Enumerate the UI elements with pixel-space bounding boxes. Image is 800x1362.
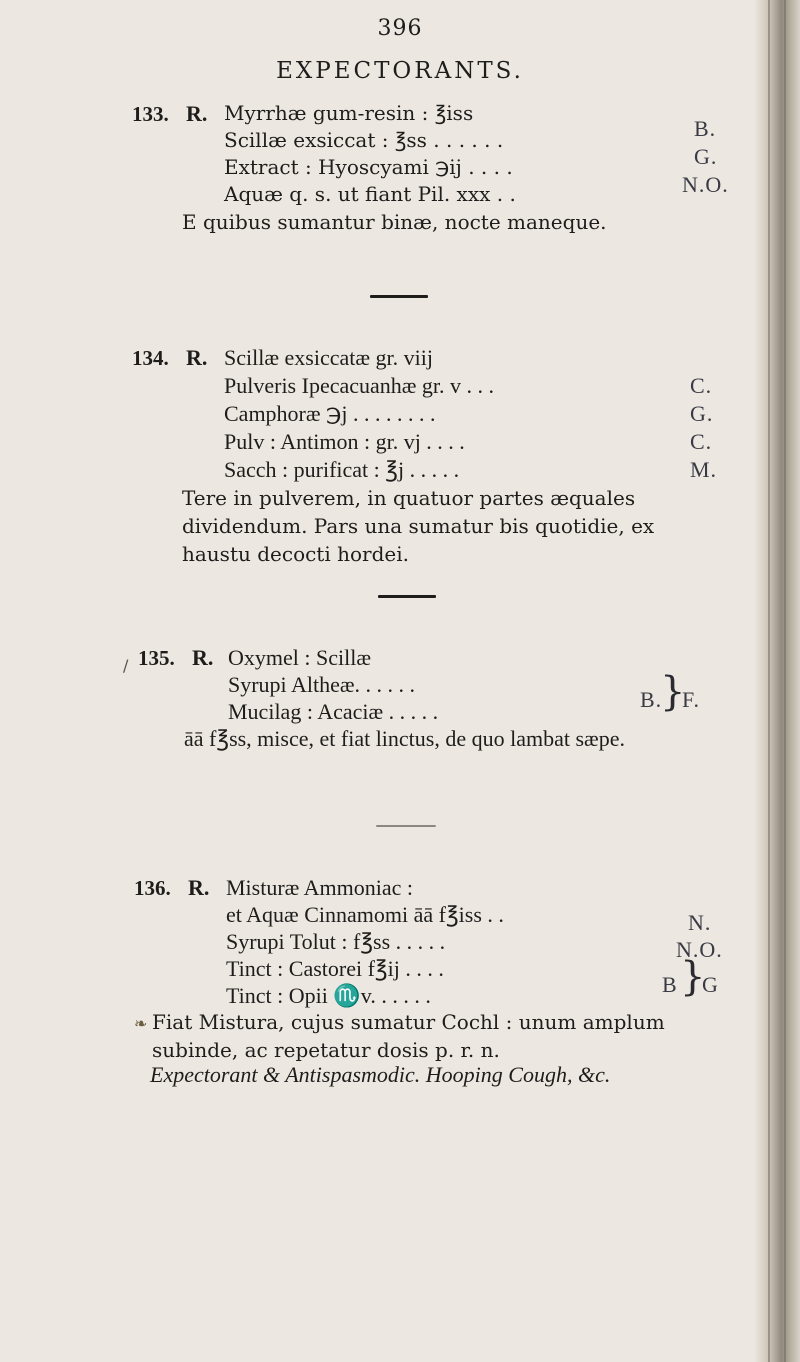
ingredient-line: Tinct : Castorei f℥ij . . . . — [226, 956, 444, 981]
edge-line — [784, 0, 786, 1362]
ingredient-line: Aquæ q. s. ut fiant Pil. xxx . . — [224, 182, 516, 206]
ingredient-line: Tinct : Opii ♏v. . . . . . — [226, 983, 431, 1008]
stray-mark: / — [123, 656, 129, 675]
ingredient-line: Oxymel : Scillæ — [228, 645, 371, 670]
ingredient-line: et Aquæ Cinnamomi āā f℥iss . . — [226, 902, 504, 927]
page-number: 396 — [377, 16, 423, 41]
directions: E quibus sumantur binæ, nocte maneque. — [182, 210, 607, 234]
prescriber-abbreviation: M. — [690, 457, 718, 482]
recipe-symbol: R. — [188, 875, 210, 900]
ingredient-line: Syrupi Altheæ. . . . . . — [228, 672, 416, 697]
recipe-symbol: R. — [192, 645, 214, 670]
divider-rule — [378, 595, 436, 598]
ingredient-line: Myrrhæ gum-resin : ℥iss — [224, 101, 474, 125]
ingredient-line: Syrupi Tolut : f℥ss . . . . . — [226, 929, 446, 954]
prescriber-abbreviation: N. — [688, 910, 712, 935]
ingredient-line: Scillæ exsiccatæ gr. viij — [224, 345, 433, 370]
prescriber-abbreviation: G. — [694, 144, 718, 169]
directions: Tere in pulverem, in quatuor partes æquales dividendum. Pars una sumatur bis quotidie, ex haustu decocti hordei. — [182, 486, 655, 566]
directions: Fiat Mistura, cujus sumatur Cochl : unum amplum subinde, ac repetatur dosis p. r. n. — [152, 1010, 665, 1062]
ingredient-line: Scillæ exsiccat : ℥ss . . . . . . — [224, 128, 504, 152]
divider-rule — [376, 825, 436, 827]
ingredient-line: Mucilag : Acaciæ . . . . . — [228, 699, 439, 724]
prescriber-abbreviation: C. — [690, 373, 713, 398]
directions: āā f℥ss, misce, et fiat linctus, de quo lambat sæpe. — [184, 726, 625, 751]
recipe-symbol: R. — [186, 101, 208, 126]
ingredient-line: Camphoræ ℈j . . . . . . . . — [224, 401, 436, 426]
printer-mark: ❧ — [134, 1014, 148, 1033]
prescriber-abbreviation: F. — [682, 687, 700, 712]
ingredient-line: Pulveris Ipecacuanhæ gr. v . . . — [224, 373, 495, 398]
prescriber-abbreviation: B — [662, 972, 678, 997]
prescriber-abbreviation: B. — [694, 116, 717, 141]
running-header: EXPECTORANTS. — [276, 58, 524, 84]
recipe-number: 134. — [132, 346, 169, 370]
divider-rule — [370, 295, 428, 298]
page-edge — [754, 0, 800, 1362]
ingredient-line: Sacch : purificat : ℥j . . . . . — [224, 457, 460, 482]
recipe-number: 136. — [134, 876, 171, 900]
prescriber-abbreviation: G. — [690, 401, 714, 426]
recipe-symbol: R. — [186, 345, 208, 370]
ingredient-line: Extract : Hyoscyami ℈ij . . . . — [224, 155, 513, 179]
prescriber-abbreviation: N.O. — [676, 937, 723, 962]
prescriber-abbreviation: B. — [640, 687, 663, 712]
edge-line — [768, 0, 770, 1362]
brace-symbol: } — [660, 669, 686, 715]
prescriber-abbreviation: G — [702, 972, 719, 997]
running-footer: Expectorant & Antispasmodic. Hooping Cough, &c. — [150, 1062, 611, 1087]
prescriber-abbreviation: C. — [690, 429, 713, 454]
recipe-number: 133. — [132, 102, 169, 126]
brace-symbol: } — [680, 954, 706, 1000]
ingredient-line: Misturæ Ammoniac : — [226, 875, 413, 900]
recipe-number: 135. — [138, 646, 175, 670]
ingredient-line: Pulv : Antimon : gr. vj . . . . — [224, 429, 465, 454]
prescriber-abbreviation: N.O. — [682, 172, 729, 197]
